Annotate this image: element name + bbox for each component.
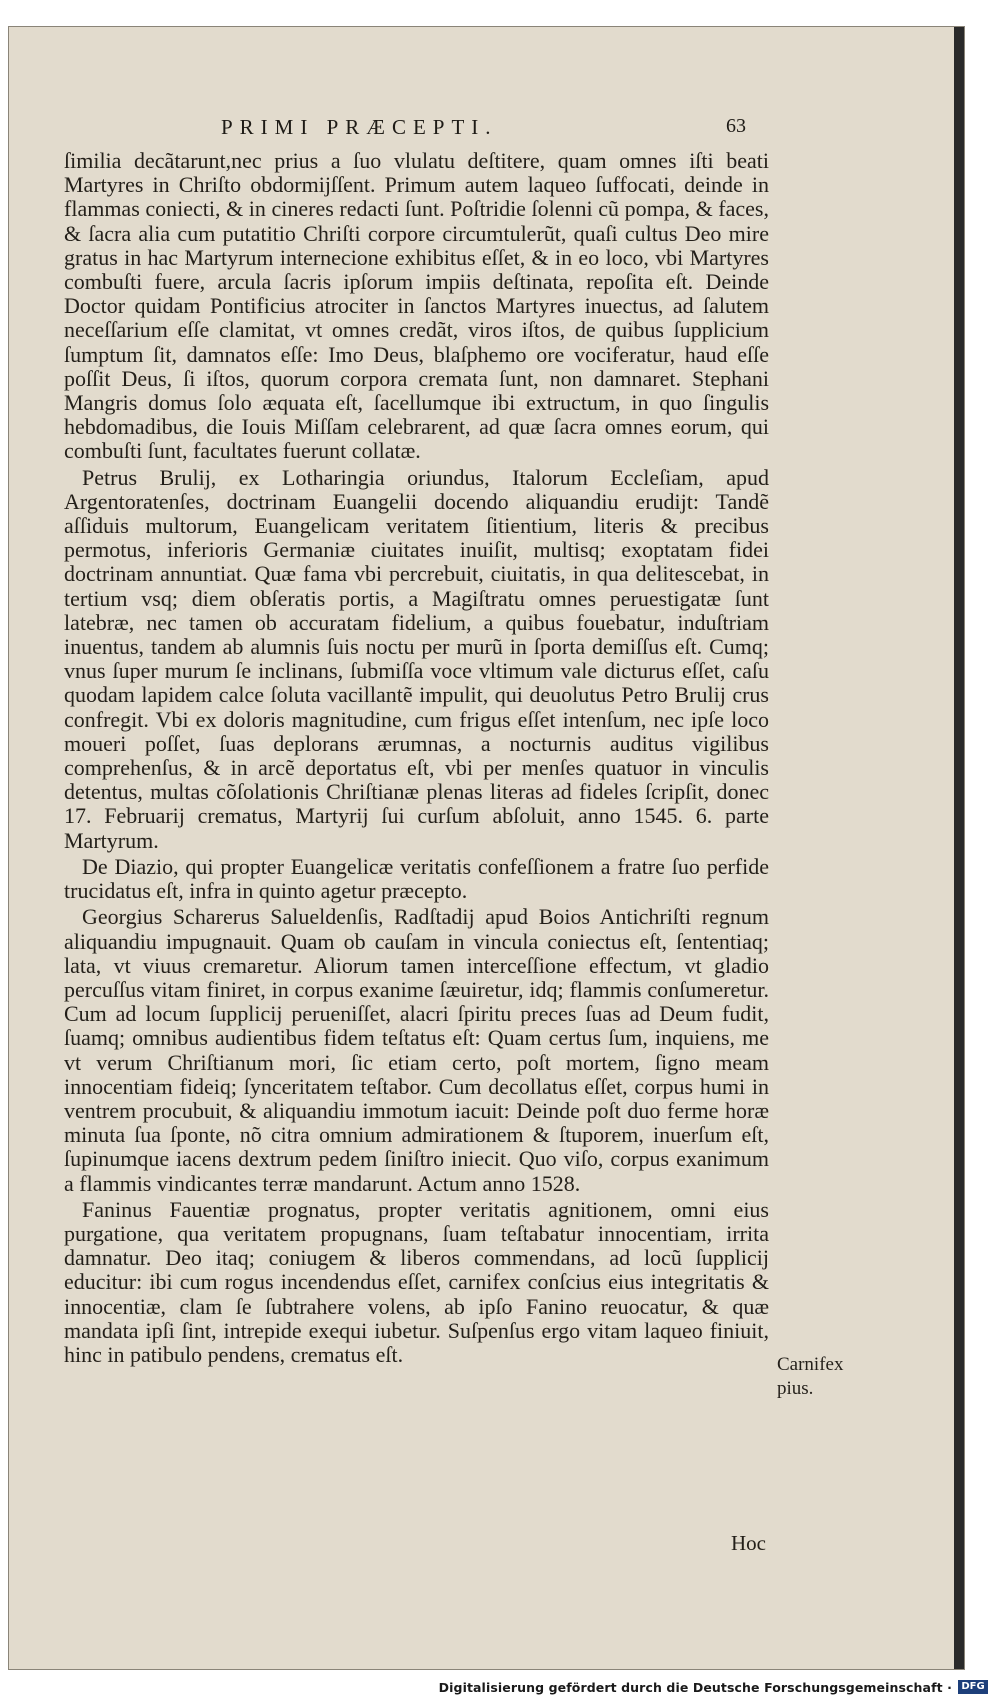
catchword: Hoc — [731, 1531, 766, 1555]
paragraph-2: Petrus Brulij, ex Lotharingia oriundus, Italorum Eccleſiam, apud Argentoratenſes, doctrinam Euangelii docendo aliquandiu erudijt: Tandẽ aſſiduis multorum, Euangelicam veritatem ſitientium, literis & precibus permotus, inferioris Germaniæ ciuitates inuiſit, multisq; exoptatam fidei doctrinam annuntiat. Quæ fama vbi percrebuit, ciuitatis, in qua delitescebat, in tertium vsq; diem obſeratis portis, a Magiſtratu omnes peruestigatæ ſunt latebræ, nec tamen ob accuratam fidelium, a quibus fouebatur, induſtriam inuentus, tandem ab alumnis ſuis noctu per murũ in ſporta demiſſus eſt. Cumq; vnus ſuper murum ſe inclinans, ſubmiſſa voce vltimum vale dicturus eſſet, caſu quodam lapidem calce ſoluta vacillantẽ impulit, qui deuolutus Petro Brulij crus confregit. Vbi ex doloris magnitudine, cum frigus eſſet intenſum, nec ipſe loco moueri poſſet, ſuas deplorans ærumnas, a nocturnis auditus vigilibus comprehenſus, & in arcẽ deportatus eſt, vbi per menſes quatuor in vinculis detentus, multas cõſolationis Chriſtianæ plenas literas ad fideles ſcripſit, donec 17. Februarij crematus, Martyrij ſui curſum abſoluit, anno 1545. 6. parte Martyrum. — [64, 464, 769, 853]
book-page — [8, 26, 965, 1670]
page-edge-shadow — [954, 27, 964, 1669]
paragraph-5: Faninus Fauentiæ prognatus, propter veritatis agnitionem, omni eius purgatione, qua veritatem propugnans, ſuam teſtabatur innocentiam, irrita damnatur. Deo itaq; coniugem & liberos commendans, ad locũ ſupplicij educitur: ibi cum rogus incendendus eſſet, carnifex conſcius eius integritatis & innocentiæ, clam ſe ſubtrahere volens, ab ipſo Fanino reuocatur, & quæ mandata ipſi ſint, intrepide exequi iubetur. Suſpenſus ergo vitam laqueo finiuit, hinc in patibulo pendens, crematus eſt. — [64, 1196, 769, 1367]
page-inner — [9, 27, 964, 1669]
paragraph-1: ſimilia decãtarunt,nec prius a ſuo vlulatu deſtitere, quam omnes iſti beati Martyres in Chriſto obdormijſſent. Primum autem laqueo ſuffocati, deinde in flammas coniecti, & in cineres redacti ſunt. Poſtridie ſolenni cũ pompa, & faces, & ſacra alia cum putatitio Chriſti corpore circumtulerũt, quaſi cultus Deo mire gratus in hac Martyrum internecione exhibitus eſſet, & in eo loco, vbi Martyres combuſti fuere, arcula ſacris ipſorum impiis deſtinata, repoſita eſt. Deinde Doctor quidam Pontificius atrociter in ſanctos Martyres inuectus, ad ſalutem neceſſarium eſſe clamitat, vt omnes credãt, viros iſtos, de quibus ſupplicium ſumptum ſit, damnatos eſſe: Imo Deus, blaſphemo ore vociferatur, haud eſſe poſſit Deus, ſi iſtos, quorum corpora cremata ſunt, non damnaret. Stephani Mangris domus ſolo æquata eſt, ſacellumque ibi extructum, in quo ſingulis hebdomadibus, die Iouis Miſſam celebrarent, ad quæ ſacra omnes eorum, qui combuſti ſunt, facultates fuerunt collatæ. — [64, 148, 769, 464]
marginal-note-line-1: Carnifex — [777, 1354, 844, 1375]
marginal-note — [777, 1353, 867, 1401]
paragraph-3: De Diazio, qui propter Euangelicæ veritatis confeſſionem a fratre ſuo perfide trucidatus eſt, infra in quinto agetur præcepto. — [64, 853, 769, 904]
digitization-footer — [439, 1676, 988, 1698]
marginal-note-line-2: pius. — [777, 1378, 814, 1399]
page-number: 63 — [726, 115, 746, 137]
paragraph-4: Georgius Scharerus Salueldenſis, Radſtadij apud Boios Antichriſti regnum aliquandiu impugnauit. Quam ob cauſam in vincula coniectus eſt, ſententiaq; lata, vt viuus cremaretur. Aliorum tamen interceſſione effectum, vt gladio percuſſus vitam finiret, in corpus exanime ſæuiretur, idq; flammis conſumeretur. Cum ad locum ſupplicij perueniſſet, alacri ſpiritu preces ſuas ad Deum fudit, ſuamq; omnibus audientibus fidem teſtatus eſt: Quam certus ſum, inquiens, me vt verum Chriſtianum mori, ſic etiam certo, poſt mortem, ſigno meam innocentiam fideiq; ſynceritatem teſtabor. Cum decollatus eſſet, corpus humi in ventrem procubuit, & aliquandiu immotum iacuit: Deinde poſt duo ferme horæ minuta ſua ſponte, nõ citra omnium admirationem & ſtuporem, inuerſum eſt, ſupinumque iacens dextrum pedem ſiniſtro iniecit. Quo viſo, corpus exanimum a flammis vindicantes terræ mandarunt. Actum anno 1528. — [64, 904, 769, 1196]
body-text — [64, 149, 769, 1367]
dfg-logo: DFG — [958, 1680, 988, 1694]
running-head: PRIMI PRÆCEPTI. — [221, 115, 498, 139]
funding-credit: Digitalisierung gefördert durch die Deutsche Forschungsgemeinschaft · — [438, 1679, 952, 1695]
